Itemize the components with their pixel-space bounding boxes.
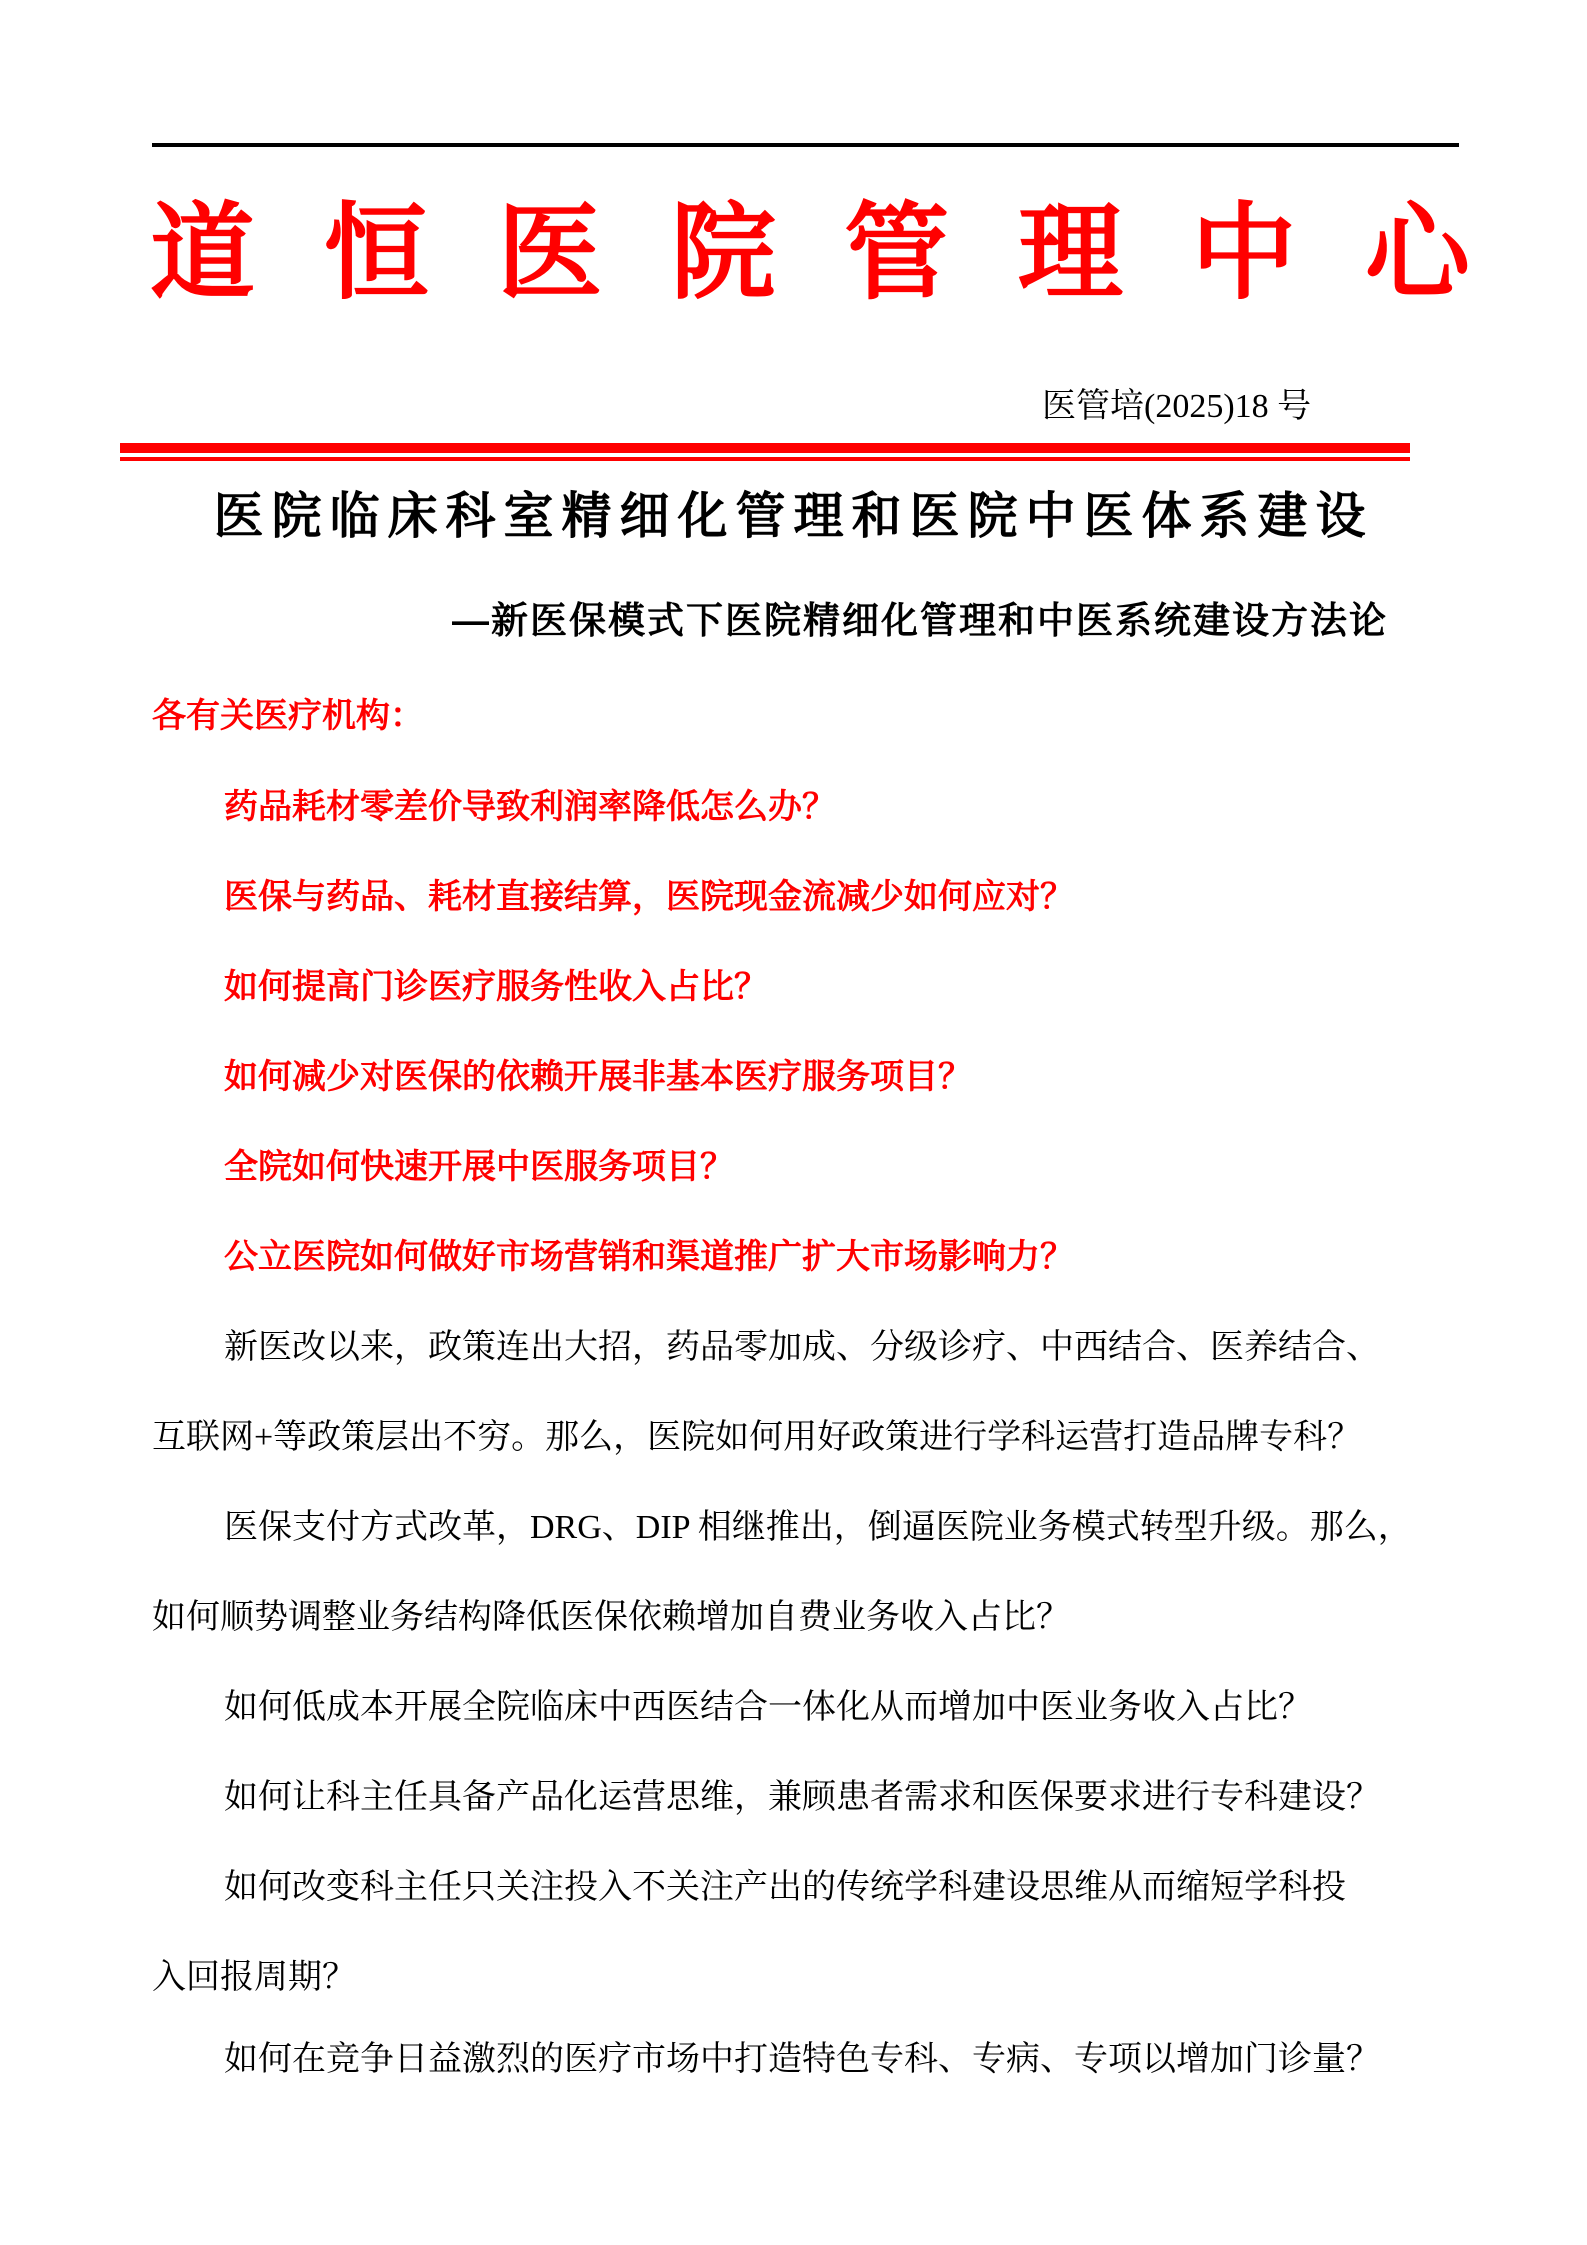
paragraph-line: 新医改以来，政策连出大招，药品零加成、分级诊疗、中西结合、医养结合、 bbox=[224, 1329, 1380, 1366]
org-title-char: 理 bbox=[1017, 195, 1123, 312]
question-line: 药品耗材零差价导致利润率降低怎么办？ bbox=[224, 789, 836, 826]
org-title-char: 恒 bbox=[323, 195, 429, 312]
recipient-line: 各有关医疗机构： bbox=[152, 698, 424, 735]
paragraph-line: 互联网+等政策层出不穷。那么，医院如何用好政策进行学科运营打造品牌专科？ bbox=[152, 1419, 1362, 1456]
org-title-char: 心 bbox=[1364, 195, 1470, 312]
org-title bbox=[150, 196, 1470, 312]
org-title-char: 管 bbox=[844, 195, 950, 312]
question-line: 医保与药品、耗材直接结算，医院现金流减少如何应对？ bbox=[224, 879, 1074, 916]
question-line: 公立医院如何做好市场营销和渠道推广扩大市场影响力？ bbox=[224, 1239, 1074, 1276]
document-subtitle: —新医保模式下医院精细化管理和中医系统建设方法论 bbox=[452, 600, 1388, 641]
question-line: 如何减少对医保的依赖开展非基本医疗服务项目？ bbox=[224, 1059, 972, 1096]
org-title-char: 中 bbox=[1191, 195, 1297, 312]
red-divider-thick-bar bbox=[120, 443, 1410, 453]
paragraph-line: 如何在竞争日益激烈的医疗市场中打造特色专科、专病、专项以增加门诊量？ bbox=[224, 2041, 1380, 2078]
paragraph-line: 医保支付方式改革，DRG、DIP 相继推出，倒逼医院业务模式转型升级。那么， bbox=[224, 1509, 1412, 1546]
paragraph-line: 如何低成本开展全院临床中西医结合一体化从而增加中医业务收入占比？ bbox=[224, 1689, 1312, 1726]
red-divider-thin-bar bbox=[120, 457, 1410, 461]
paragraph-line: 如何改变科主任只关注投入不关注产出的传统学科建设思维从而缩短学科投 bbox=[224, 1869, 1346, 1906]
paragraph-line: 如何让科主任具备产品化运营思维，兼顾患者需求和医保要求进行专科建设？ bbox=[224, 1779, 1380, 1816]
question-line: 如何提高门诊医疗服务性收入占比？ bbox=[224, 969, 768, 1006]
org-title-char: 医 bbox=[497, 195, 603, 312]
red-divider bbox=[120, 443, 1410, 461]
header-top-rule bbox=[152, 143, 1459, 147]
paragraph-line: 入回报周期？ bbox=[152, 1959, 356, 1996]
question-line: 全院如何快速开展中医服务项目？ bbox=[224, 1149, 734, 1186]
document-title: 医院临床科室精细化管理和医院中医体系建设 bbox=[213, 488, 1374, 544]
org-title-char: 道 bbox=[150, 195, 256, 312]
doc-number: 医管培(2025)18 号 bbox=[1042, 388, 1312, 425]
paragraph-line: 如何顺势调整业务结构降低医保依赖增加自费业务收入占比？ bbox=[152, 1599, 1070, 1636]
org-title-char: 院 bbox=[670, 195, 776, 312]
